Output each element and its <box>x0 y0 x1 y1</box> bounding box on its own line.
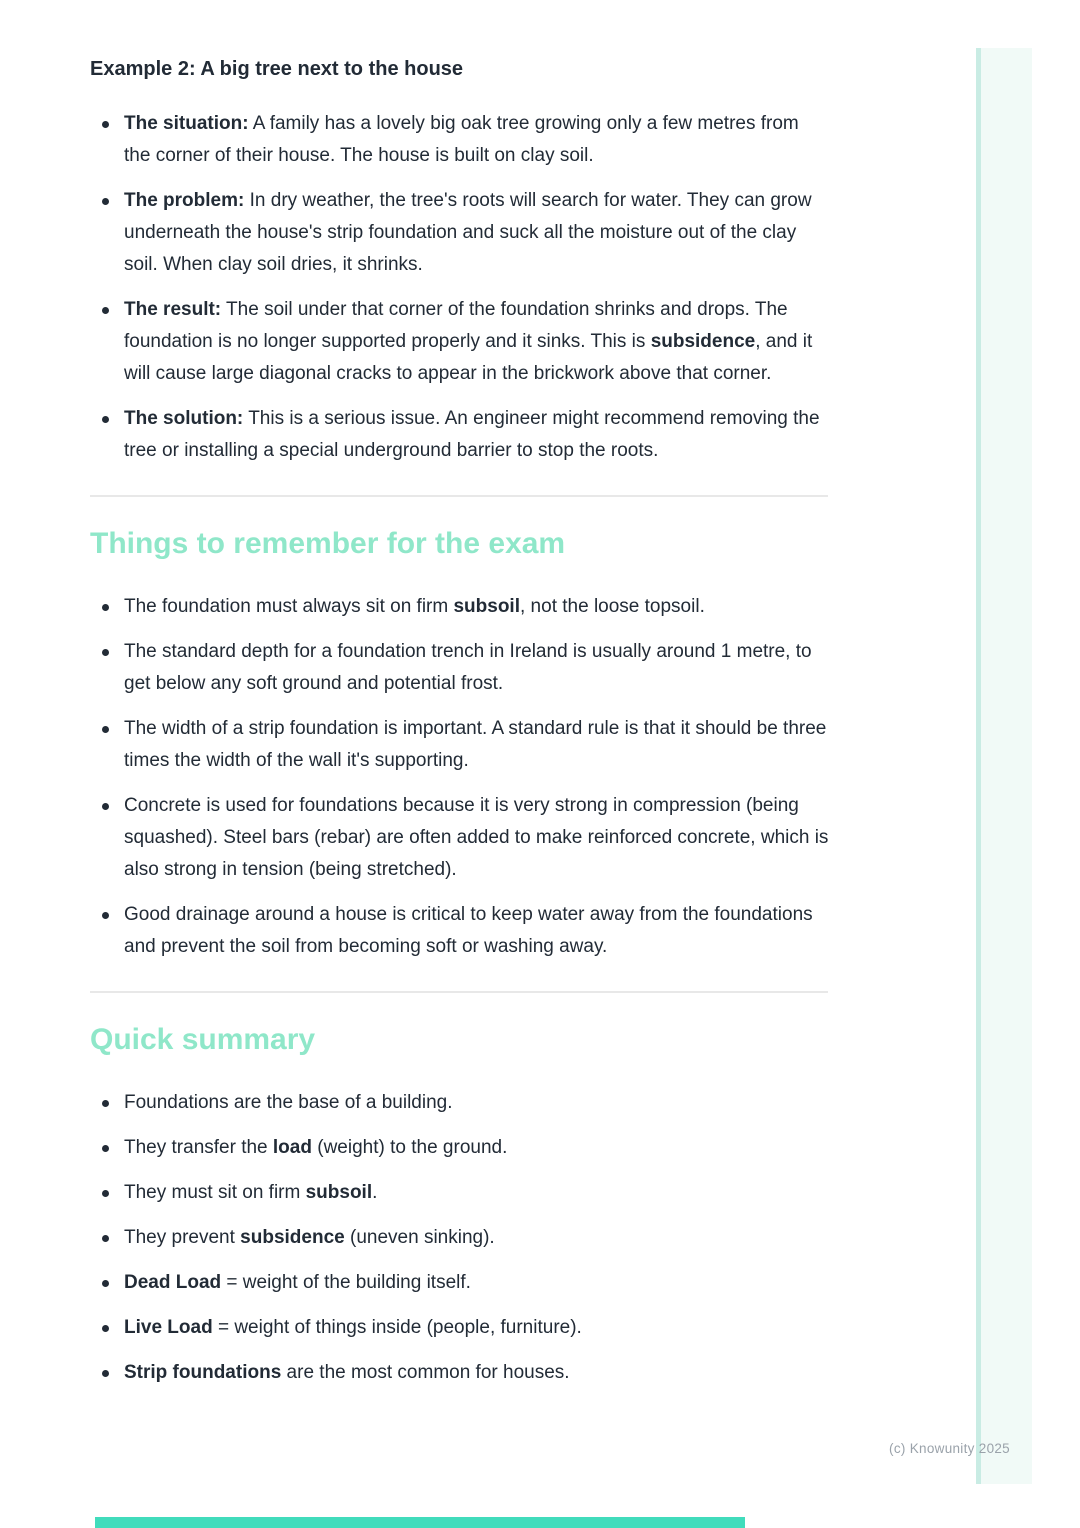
bullet-text: Foundations are the base of a building. <box>124 1092 453 1113</box>
bullet-icon <box>102 912 109 919</box>
bullet-text: The width of a strip foundation is important. A standard rule is that it should be three times the width of the wall it's supporting. <box>124 718 827 771</box>
list-item <box>90 1132 830 1164</box>
section-divider <box>90 495 828 497</box>
list-item <box>90 591 830 623</box>
bullet-text: The result: The soil under that corner of the foundation shrinks and drops. The foundation is no longer supported properly and it sinks. This is subsidence, and it will cause large diagonal cracks to appear in the brickwork above that corner. <box>124 299 813 384</box>
bullet-text: The problem: In dry weather, the tree's roots will search for water. They can grow underneath the house's strip foundation and suck all the moisture out of the clay soil. When clay soil dries, it shrinks. <box>124 190 812 275</box>
bullet-text: Strip foundations are the most common for houses. <box>124 1362 570 1383</box>
bullet-icon <box>102 1280 109 1287</box>
list-item <box>90 899 830 963</box>
section-divider <box>90 991 828 993</box>
bullet-text: Live Load = weight of things inside (people, furniture). <box>124 1317 582 1338</box>
bullet-icon <box>102 604 109 611</box>
list-item <box>90 636 830 700</box>
example-2-heading: Example 2: A big tree next to the house <box>90 58 464 80</box>
bullet-text: Good drainage around a house is critical to keep water away from the foundations and prevent the soil from becoming soft or washing away. <box>124 904 813 957</box>
document-page <box>90 0 830 1402</box>
bullet-icon <box>102 726 109 733</box>
list-item <box>90 713 830 777</box>
bullet-icon <box>102 198 109 205</box>
bullet-text: They prevent subsidence (uneven sinking). <box>124 1227 495 1248</box>
list-item <box>90 1312 830 1344</box>
list-item <box>90 1357 830 1389</box>
list-item <box>90 1087 830 1119</box>
list-item <box>90 790 830 886</box>
right-accent-panel <box>981 48 1032 1484</box>
things-to-remember-bullet-list <box>90 591 830 963</box>
bullet-text: The standard depth for a foundation trench in Ireland is usually around 1 metre, to get below any soft ground and potential frost. <box>124 641 812 694</box>
things-to-remember-heading: Things to remember for the exam <box>90 527 566 560</box>
bullet-text: The situation: A family has a lovely big oak tree growing only a few metres from the corner of their house. The house is built on clay soil. <box>124 113 799 166</box>
section-things-to-remember <box>90 527 830 963</box>
section-quick-summary <box>90 1023 830 1389</box>
bullet-icon <box>102 649 109 656</box>
quick-summary-bullet-list <box>90 1087 830 1389</box>
bullet-text: The solution: This is a serious issue. An engineer might recommend removing the tree or installing a special underground barrier to stop the roots. <box>124 408 820 461</box>
list-item <box>90 403 830 467</box>
bullet-icon <box>102 416 109 423</box>
bullet-text: They transfer the load (weight) to the ground. <box>124 1137 508 1158</box>
bullet-icon <box>102 1190 109 1197</box>
list-item <box>90 1222 830 1254</box>
quick-summary-heading: Quick summary <box>90 1023 316 1056</box>
bullet-icon <box>102 803 109 810</box>
bullet-icon <box>102 121 109 128</box>
list-item <box>90 1177 830 1209</box>
bullet-icon <box>102 1235 109 1242</box>
bullet-text: The foundation must always sit on firm subsoil, not the loose topsoil. <box>124 596 705 617</box>
bullet-text: Dead Load = weight of the building itself. <box>124 1272 471 1293</box>
bullet-icon <box>102 1370 109 1377</box>
list-item <box>90 1267 830 1299</box>
bullet-icon <box>102 1145 109 1152</box>
bullet-icon <box>102 307 109 314</box>
section-example-2 <box>90 58 830 467</box>
bullet-text: They must sit on firm subsoil. <box>124 1182 378 1203</box>
list-item <box>90 108 830 172</box>
bullet-text: Concrete is used for foundations because it is very strong in compression (being squashed). Steel bars (rebar) are often added to make reinforced concrete, which is also strong in tension (being stretched). <box>124 795 829 880</box>
right-accent-stripe <box>976 48 981 1484</box>
bullet-icon <box>102 1325 109 1332</box>
bottom-accent-bar <box>95 1517 745 1528</box>
copyright-footer: (c) Knowunity 2025 <box>889 1441 1010 1456</box>
list-item <box>90 185 830 281</box>
list-item <box>90 294 830 390</box>
example-2-bullet-list <box>90 108 830 467</box>
bullet-icon <box>102 1100 109 1107</box>
